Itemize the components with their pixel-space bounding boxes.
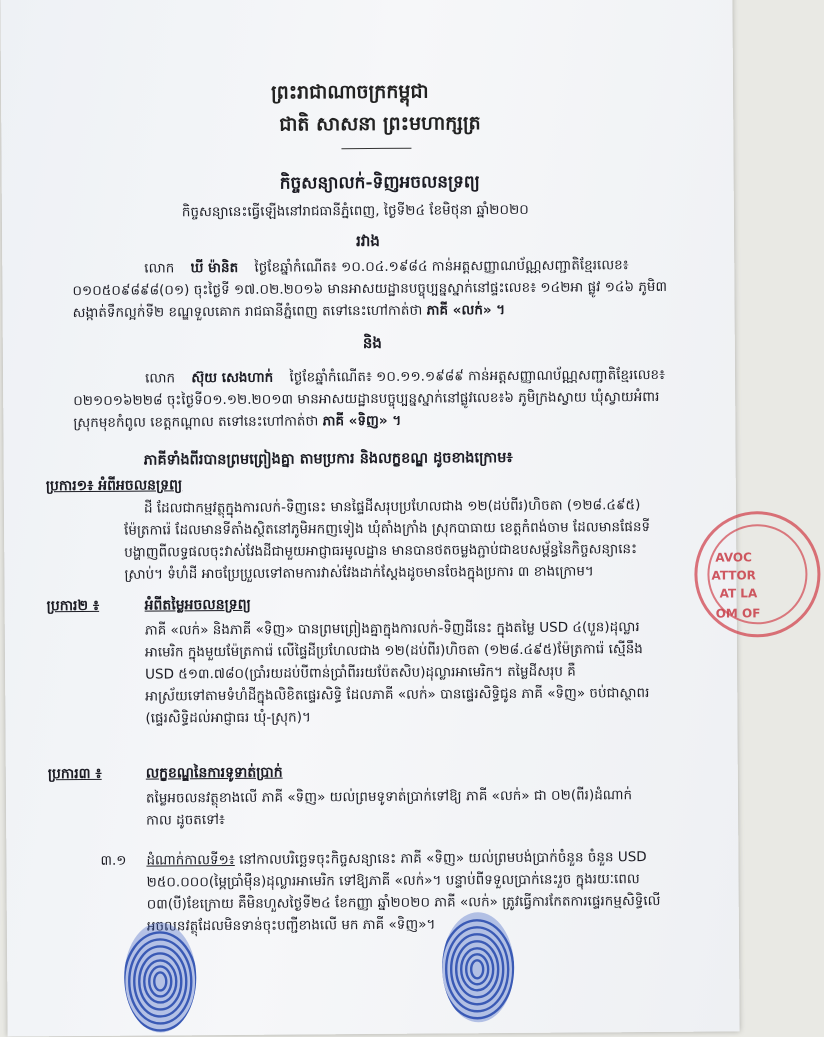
buyer-paragraph — [73, 364, 683, 434]
article2-body — [145, 616, 686, 730]
contract-title: កិច្ចសន្យាលក់-ទិញអចលនទ្រព្យ — [279, 172, 480, 194]
article3-label: ប្រការ៣ ៖ — [47, 765, 102, 783]
seller-text-3: សង្កាត់ទឹកល្អក់ទី២ ខណ្ឌទួលគោក រាជធានីភ្នំពេញ តទៅនេះហៅកាត់ថា — [72, 302, 423, 322]
clause-3-1-line: ២៥០.០០០(ម្ភៃប្រាំម៉ឺន)ដុល្លារអាមេរិក ទៅឱ្យភាគី «លក់»។ បន្ទាប់ពីទទួលប្រាក់នេះរួច ក្នុងរយៈពេល — [146, 871, 640, 891]
stamp-text: ATTOR — [711, 568, 756, 583]
between-label: រវាង — [356, 231, 380, 251]
seller-paragraph — [72, 254, 682, 324]
article1-line: ម៉ែត្រការ៉េ ដែលមានទីតាំងស្ថិតនៅភូមិអកញទៀង ឃុំតាំងក្រាំង ស្រុកបាធាយ ខេត្តកំពង់ចាម ដែលមានផែនទី — [124, 519, 651, 539]
clause-3-1-line: នៅកាលបរិច្ឆេទចុះកិច្ចសន្យានេះ ភាគី «ទិញ» យល់ព្រមបង់ប្រាក់ចំនួន ចំនួន USD — [238, 849, 647, 868]
buyer-text-3: ស្រុកមុខកំពូល ខេត្តកណ្ដាល តទៅនេះហៅកាត់ថា — [73, 413, 319, 432]
article3-title: លក្ខខណ្ឌនៃការទូទាត់ប្រាក់ — [145, 764, 283, 782]
article3-line: តម្លៃអចលនវត្ថុខាងលើ ភាគី «ទិញ» យល់ព្រមទូទាត់ប្រាក់ទៅឱ្យ ភាគី «លក់» ជា ០២(ពីរ)ដំណាក់ — [145, 787, 633, 807]
article3-body — [146, 784, 686, 832]
buyer-text-1: ថ្ងៃខែឆ្នាំកំណើត៖ ១០.១១.១៩៨៩ កាន់អត្តសញ្ញាណប័ណ្ណសញ្ជាតិខ្មែរលេខ៖ — [289, 366, 666, 386]
article2-line: USD ៥១៣.៧៨០(ប្រាំរយដប់បីពាន់ប្រាំពីររយប៉ែតសិប)ដុល្លារអាមេរិក។ តម្លៃដីសរុប គឺ — [145, 663, 576, 683]
stamp-text: AT LA — [719, 586, 758, 601]
article2-line: អាមេរិក ក្នុងមួយម៉ែត្រការ៉េ លើផ្ទៃដីប្រហែលជាង ១២(ដប់ពីរ)ហិចតា (១២៨.៤៩៥)ម៉ែត្រការ៉េ ស្មើនឹង — [144, 641, 643, 661]
agreement-heading: ភាគីទាំងពីរបានព្រមព្រៀងគ្នា តាមប្រការ និងលក្ខខណ្ឌ ដូចខាងក្រោម៖ — [143, 450, 513, 469]
article1-line: បង្ហាញពីលទ្ធផលចុះវាស់វែងដីជាមួយអាជ្ញាធរមូលដ្ឋាន មានបានថតចម្លងភ្ជាប់ជាឧបសម្ព័ន្ធនៃកិច្ចសន្យានេះ — [124, 541, 638, 561]
ornament-divider — [341, 148, 411, 149]
seller-name: ឃី ម៉ានិត — [190, 259, 239, 277]
seller-party-label: ភាគី «លក់» ។ — [426, 302, 506, 319]
clause-3-1-line: ០៣(បី)ខែក្រោយ គឺមិនហួសថ្ងៃទី២៤ ខែកញ្ញា ឆ្នាំ២០២០ ភាគី «លក់» ត្រូវធ្វើការកែតការផ្ទេរកម្មសិទ្ធិលើ — [146, 892, 661, 913]
stamp-text: AVOC — [715, 550, 752, 565]
article2-line: (ផ្ទេរសិទ្ធិដល់អាជ្ញាធរ ឃុំ-ស្រុក)។ — [145, 709, 311, 727]
seller-text-1: ថ្ងៃខែឆ្នាំកំណើត៖ ១០.០៤.១៩៨៤ កាន់អត្តសញ្ញាណប័ណ្ណសញ្ជាតិខ្មែរលេខ៖ — [254, 257, 629, 276]
clause-3-1-title: ដំណាក់កាលទី១៖ — [146, 851, 235, 869]
lawyer-stamp — [694, 511, 821, 638]
clause-3-1-body — [146, 846, 687, 938]
article1-label: ប្រការ១៖ អំពីអចលនទ្រព្យ — [45, 477, 183, 495]
clause-3-1-line: អចលនវត្ថុដែលមិនទាន់ចុះបញ្ជីខាងលើ មក ភាគី «ទិញ»។ — [146, 916, 436, 935]
article1-body — [124, 494, 685, 586]
buyer-name: ស៊ុយ សេងហាក់ — [191, 369, 274, 387]
article1-line: ដី ដែលជាកម្មវត្ថុក្នុងការលក់-ទិញនេះ មានផ្ទៃដីសរុបប្រហែលជាង ១២(ដប់ពីរ)ហិចតា (១២៨.៤៩៥) — [143, 497, 641, 517]
seller-title: លោក — [144, 260, 175, 277]
article2-title: អំពីតម្លៃអចលនទ្រព្យ — [144, 596, 251, 614]
fingerprint-left — [123, 921, 198, 1034]
seller-text-2: ០១០៥០៩៨៩៨(០១) ចុះថ្ងៃទី ១៧.០២.២០១៦ មានអាសយដ្ឋានបច្ចុប្បន្នស្នាក់នៅផ្ទះលេខ៖ ១៤២អា ផ្លូវ ១៤៦ ភូមិ៣ — [72, 278, 668, 300]
article2-line: ភាគី «លក់» និងភាគី «ទិញ» បានព្រមព្រៀងគ្នាក្នុងការលក់-ទិញដីនេះ ក្នុងតម្លៃ USD ៤(បួន)ដុល្លារ — [144, 619, 640, 639]
and-label: និង — [362, 333, 382, 353]
article2-line: អាស្រ័យទៅតាមទំហំដីក្នុងលិខិតផ្ទេរសិទ្ធិ ដែលភាគី «លក់» បានផ្ទេរសិទ្ធិជូន ភាគី «ទិញ» ចប់ជាស្ថាពរ — [145, 685, 650, 705]
article3-line: កាល ដូចតទៅ៖ — [146, 812, 225, 829]
buyer-title: លោក — [144, 370, 176, 387]
stamp-text: OM OF — [715, 606, 761, 621]
article2-label: ប្រការ២ ៖ — [46, 597, 100, 615]
buyer-text-2: ០២១០១៦២២៨ ចុះថ្ងៃទី០១.១២.២០១៣ មានអាសយដ្ឋានបច្ចុប្បន្នស្នាក់នៅផ្លូវលេខ៖៦ ភូមិក្រងស្វាយ ឃុំស្វាយអំពារ — [73, 388, 660, 410]
fingerprint-right — [441, 911, 516, 1024]
buyer-party-label: ភាគី «ទិញ» ។ — [322, 412, 402, 430]
kingdom-heading: ព្រះរាជាណាចក្រកម្ពុជា — [270, 80, 429, 104]
clause-3-1-number: ៣.១ — [100, 852, 127, 869]
contract-place-date: កិច្ចសន្យានេះធ្វើឡើងនៅរាជធានីភ្នំពេញ, ថ្ងៃទី២៤ ខែមិថុនា ឆ្នាំ២០២០ — [181, 201, 529, 221]
article1-line: ស្រាប់។ ទំហំដី អាចប្រែប្រួលទៅតាមការវាស់វែងដាក់ស្តែងដូចមានចែងក្នុងប្រការ ៣ ខាងក្រោម។ — [124, 563, 594, 583]
motto-heading: ជាតិ សាសនា ព្រះមហាក្សត្រ — [279, 112, 481, 136]
